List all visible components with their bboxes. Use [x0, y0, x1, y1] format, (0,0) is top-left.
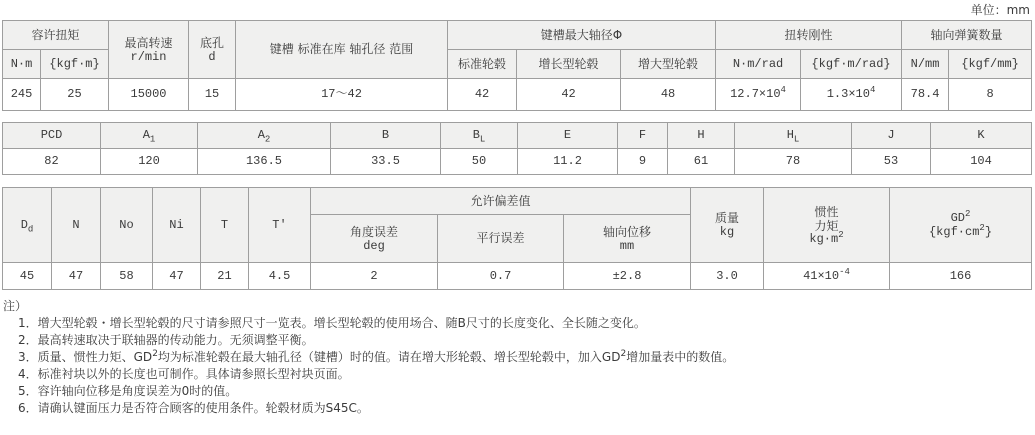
dim-header-j: J	[852, 123, 931, 149]
dim-value-pcd: 82	[3, 149, 101, 175]
col-group-allowable-torque: 容许扭矩	[3, 21, 109, 50]
value-dd: 45	[3, 263, 52, 290]
dim-value-bl: 50	[441, 149, 518, 175]
subheader-large-hub: 增大型轮毂	[621, 50, 716, 79]
value-t: 21	[201, 263, 249, 290]
value-mass: 3.0	[691, 263, 764, 290]
col-group-torsional-stiffness: 扭转刚性	[716, 21, 902, 50]
col-group-allowable-deviation: 允许偏差值	[311, 188, 691, 215]
dim-header-bl: $B_L$	[441, 123, 518, 149]
value-pilot-bore: 15	[189, 79, 236, 111]
subheader-stiffness-nmrad: N·m/rad	[716, 50, 801, 79]
value-allowable-torque-kgfm: 25	[41, 79, 109, 111]
subheader-stiffness-kgfmrad: {kgf·m/rad}	[801, 50, 902, 79]
unit-label: 单位：mm	[970, 3, 1030, 17]
dim-header-pcd: PCD	[3, 123, 101, 149]
gd2-unit: $\{kgf\cdot cm^2\}$	[928, 223, 993, 239]
value-axial-displacement: ±2.8	[564, 263, 691, 290]
max-speed-label: 最高转速	[124, 35, 173, 50]
subheader-spring-kgfmm: {kgf/mm}	[949, 50, 1032, 79]
dim-header-k: K	[931, 123, 1032, 149]
dim-header-hl: $H_L$	[735, 123, 852, 149]
note-item-5: 5．容许轴向位移是角度误差为0时的值。	[18, 384, 238, 398]
col-header-t: T	[201, 188, 249, 263]
dim-value-h: 61	[668, 149, 735, 175]
col-header-n: N	[52, 188, 101, 263]
value-stiffness-nmrad: $12.7\times 10^4$	[716, 79, 801, 111]
value-stiffness-kgfmrad: $1.3\times 10^4$	[801, 79, 902, 111]
deviation-mass-table	[2, 187, 1032, 290]
col-header-keyway-bore-range: 键槽 标准在库 轴孔径 范围	[236, 21, 448, 79]
subheader-torque-nm: N·m	[3, 50, 41, 79]
value-spring-kgfmm: 8	[949, 79, 1032, 111]
subheader-spring-nmm: N/mm	[902, 50, 949, 79]
col-header-dd: $D_d$	[3, 188, 52, 263]
notes-section	[3, 297, 1033, 417]
value-ni: 47	[153, 263, 201, 290]
dim-header-e: E	[518, 123, 618, 149]
pilot-bore-label: 底孔	[200, 35, 225, 50]
dim-value-k: 104	[931, 149, 1032, 175]
gd2-label: $GD^2$	[950, 209, 971, 225]
note-item-3: 3．质量、惯性力矩、$GD^2$均为标准轮毂在最大轴孔径（键槽）时的值。请在增大形轮毂、增长型轮毂中，加入$GD^2$增加量表中的数值。	[18, 349, 735, 364]
dim-value-f: 9	[618, 149, 668, 175]
dim-header-f: F	[618, 123, 668, 149]
subheader-angular-error	[311, 215, 438, 263]
inertia-label-1: 惯性	[814, 204, 839, 219]
col-header-max-speed	[109, 21, 189, 79]
mass-unit: kg	[719, 225, 735, 239]
value-max-speed: 15000	[109, 79, 189, 111]
max-speed-unit: r/min	[130, 49, 167, 64]
value-parallel-error: 0.7	[438, 263, 564, 290]
value-gd2: 166	[890, 263, 1032, 290]
value-t-prime: 4.5	[249, 263, 311, 290]
subheader-long-hub: 增长型轮毂	[517, 50, 621, 79]
angular-error-label: 角度误差	[349, 224, 398, 239]
value-keyway-max-standard-hub: 42	[448, 79, 517, 111]
note-item-2: 2．最高转速取决于联轴器的传动能力。无须调整平衡。	[18, 333, 314, 347]
col-header-t-prime: T'	[249, 188, 311, 263]
note-item-6: 6．请确认键面压力是否符合顾客的使用条件。轮毂材质为S45C。	[18, 401, 369, 415]
col-header-gd2	[890, 188, 1032, 263]
value-keyway-bore-range: 17～42	[236, 79, 448, 111]
dim-header-a1: $A_1$	[101, 123, 198, 149]
dim-value-j: 53	[852, 149, 931, 175]
col-header-ni: Ni	[153, 188, 201, 263]
mass-label: 质量	[714, 211, 739, 225]
subheader-standard-hub: 标准轮毂	[448, 50, 517, 79]
value-keyway-max-long-hub: 42	[517, 79, 621, 111]
value-n: 47	[52, 263, 101, 290]
col-header-no: No	[101, 188, 153, 263]
note-item-4: 4．标准衬块以外的长度也可制作。具体请参照长型衬块页面。	[18, 367, 350, 381]
value-spring-nmm: 78.4	[902, 79, 949, 111]
col-header-mass	[691, 188, 764, 263]
pilot-bore-symbol: d	[208, 49, 216, 64]
dim-value-a1: 120	[101, 149, 198, 175]
dim-value-hl: 78	[735, 149, 852, 175]
axial-displacement-unit: mm	[619, 238, 635, 253]
dim-value-a2: 136.5	[198, 149, 331, 175]
value-allowable-torque-nm: 245	[3, 79, 41, 111]
col-group-axial-spring: 轴向弹簧数量	[902, 21, 1032, 50]
performance-spec-table	[2, 20, 1032, 111]
dim-header-b: B	[331, 123, 441, 149]
value-inertia: $41\times 10^{-4}$	[764, 263, 890, 290]
dim-value-e: 11.2	[518, 149, 618, 175]
axial-displacement-label: 轴向位移	[602, 224, 651, 239]
inertia-label-2: 力矩	[814, 218, 839, 233]
value-no: 58	[101, 263, 153, 290]
note-item-1: 1．增大型轮毂・增长型轮毂的尺寸请参照尺寸一览表。增长型轮毂的使用场合、随B尺寸的长度变化、全长随之变化。	[18, 316, 646, 330]
notes-heading: 注）	[3, 299, 28, 313]
dim-header-a2: $A_2$	[198, 123, 331, 149]
value-angular-error: 2	[311, 263, 438, 290]
col-header-inertia	[764, 188, 890, 263]
dimension-table	[2, 122, 1032, 175]
value-keyway-max-large-hub: 48	[621, 79, 716, 111]
dim-value-b: 33.5	[331, 149, 441, 175]
angular-error-unit: deg	[363, 238, 385, 253]
inertia-unit: $kg\cdot m^2$	[809, 229, 844, 246]
subheader-parallel-error: 平行误差	[438, 215, 564, 263]
col-header-pilot-bore	[189, 21, 236, 79]
col-group-keyway-max-shaft: 键槽最大轴径Φ	[448, 21, 716, 50]
dim-header-h: H	[668, 123, 735, 149]
subheader-torque-kgfm: {kgf·m}	[41, 50, 109, 79]
subheader-axial-displacement	[564, 215, 691, 263]
